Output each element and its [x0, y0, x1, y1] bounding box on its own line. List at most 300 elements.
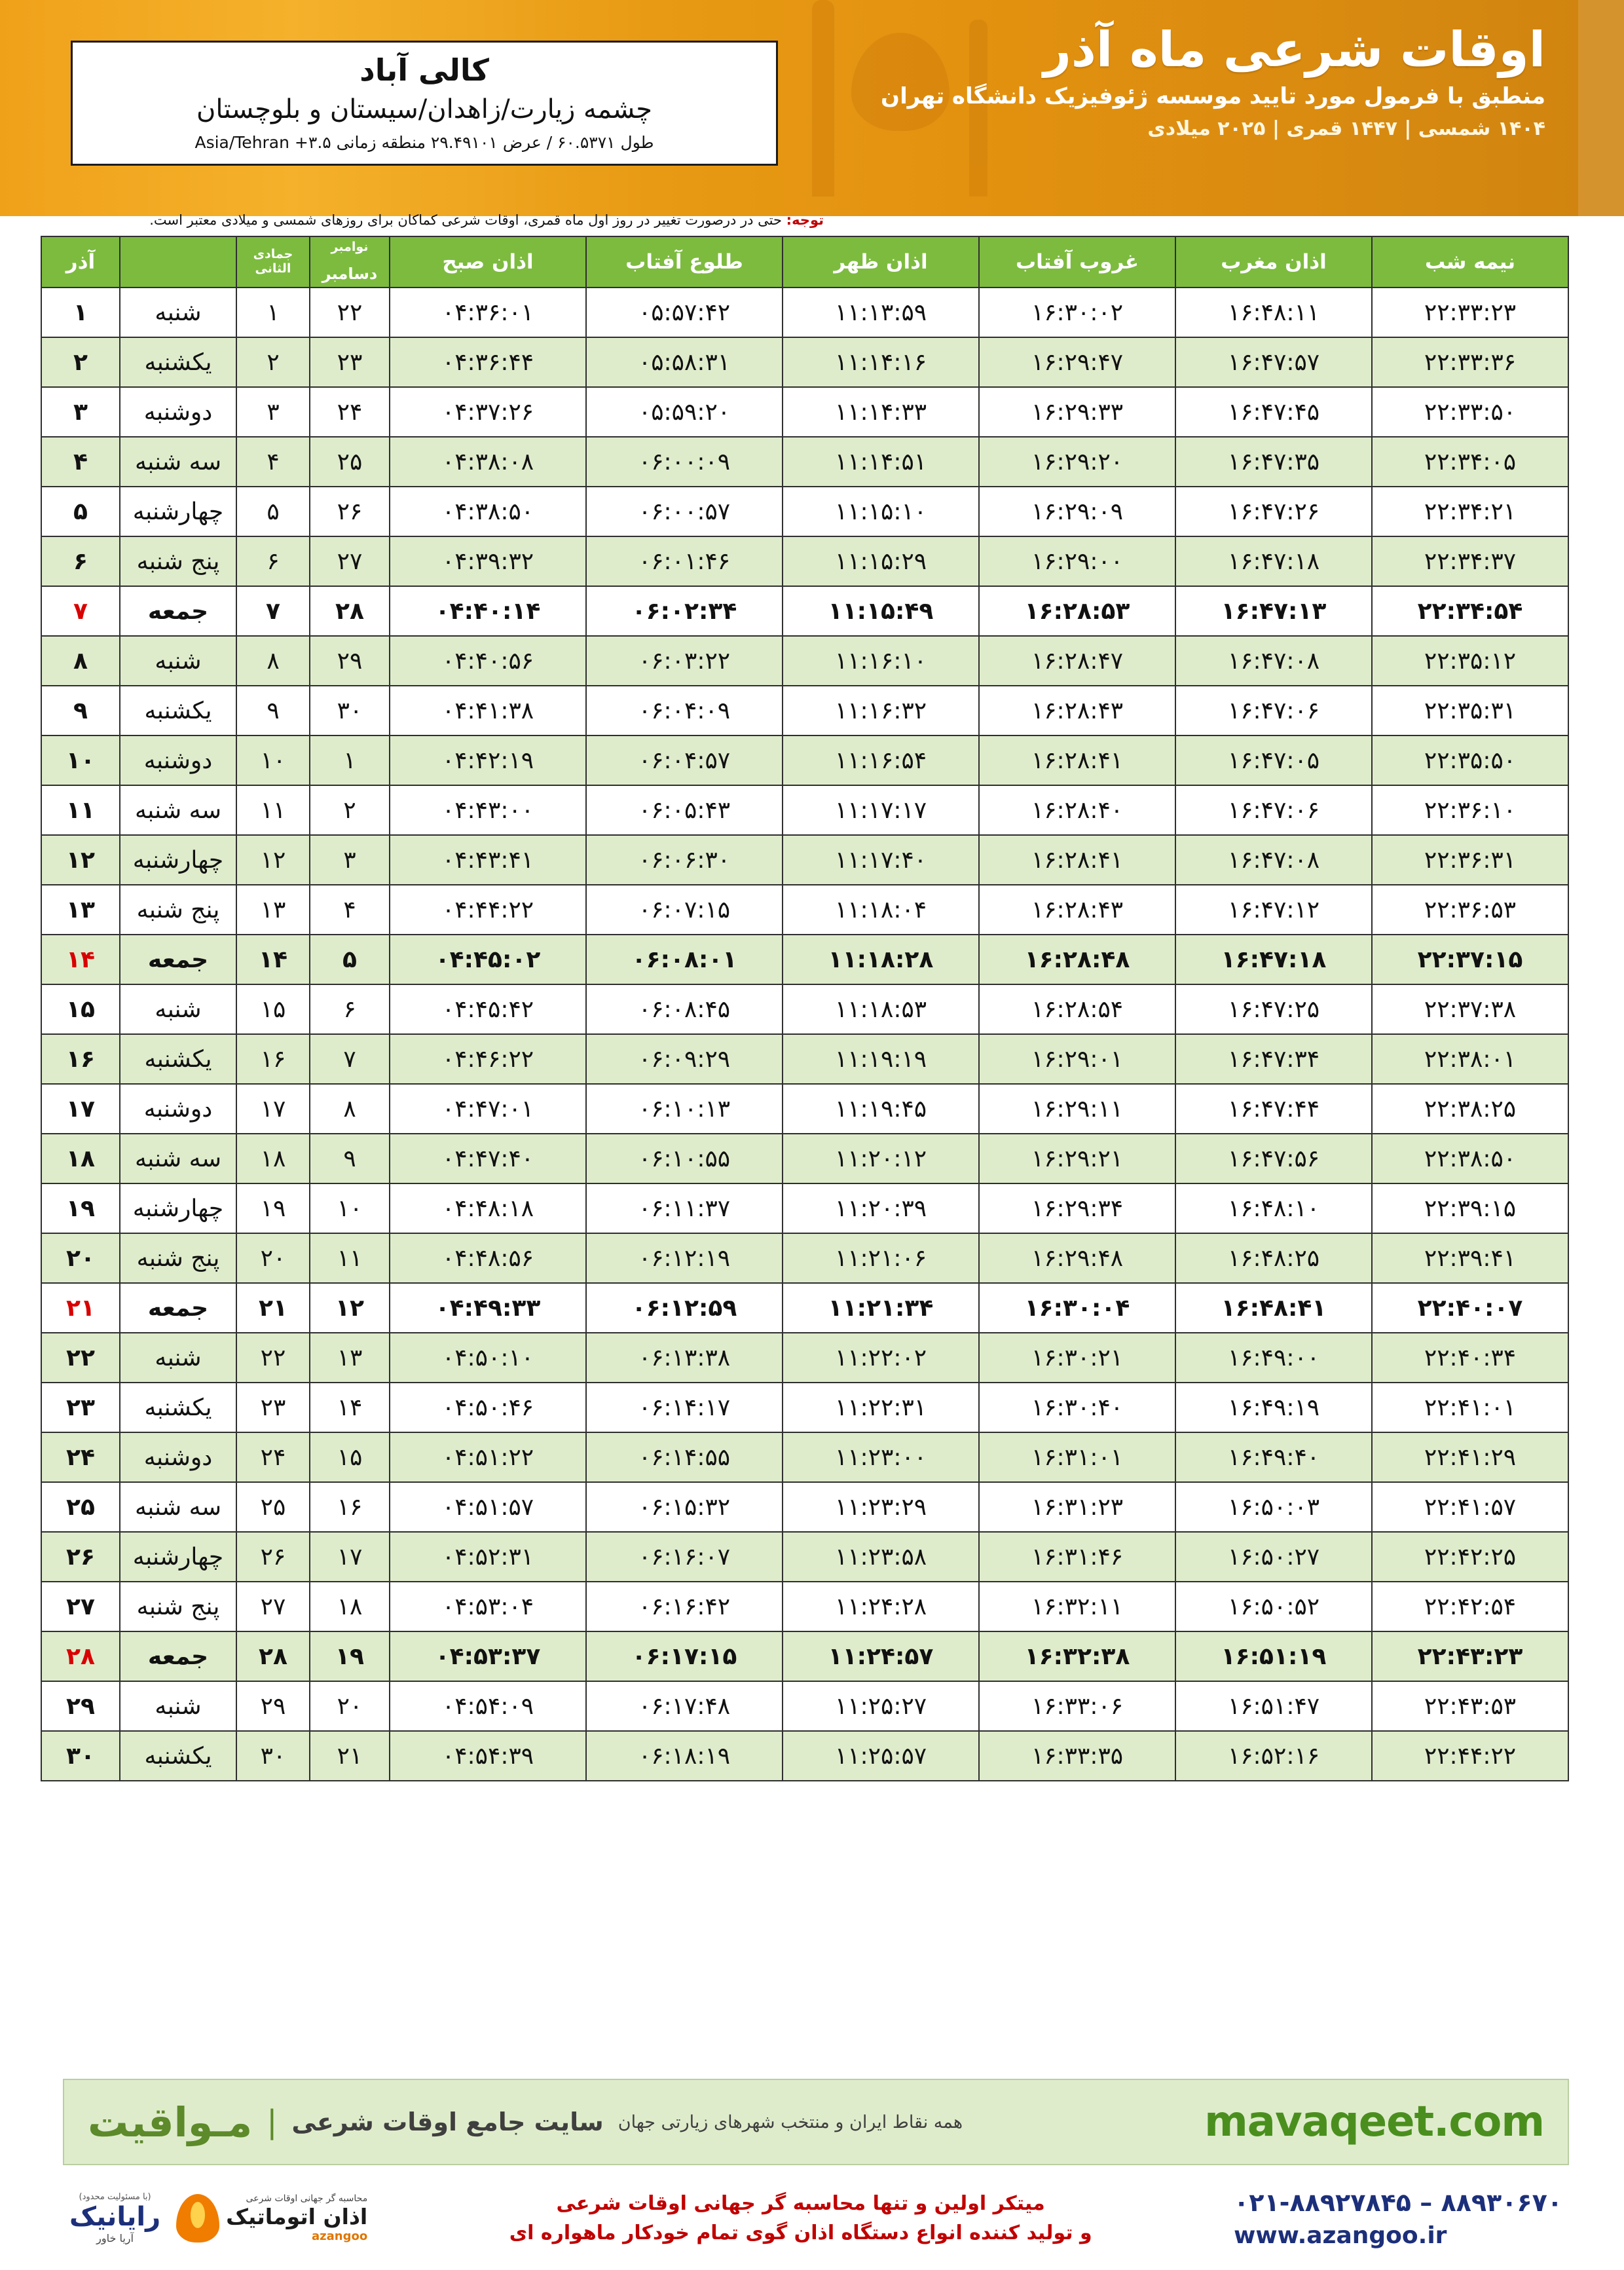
cell-nimeh-shab: ۲۲:۳۵:۵۰ — [1372, 735, 1568, 785]
azangoo-logo-note: محاسبه گر جهانی اوقات شرعی — [246, 2193, 368, 2204]
rayanik-logo-top: (با مسئولیت محدود) — [79, 2192, 151, 2202]
cell-gregorian-day: ۲۴ — [310, 387, 390, 437]
col-header-hijri — [236, 236, 310, 288]
cell-nimeh-shab: ۲۲:۳۳:۲۳ — [1372, 288, 1568, 337]
cell-day-name: سه شنبه — [120, 1482, 236, 1532]
cell-gregorian-day: ۱۶ — [310, 1482, 390, 1532]
cell-row-index: ۷ — [41, 586, 120, 636]
rayanik-logo — [69, 2192, 160, 2244]
cell-azan-zohr: ۱۱:۱۳:۵۹ — [783, 288, 979, 337]
cell-day-name: پنج شنبه — [120, 536, 236, 586]
cell-azan-maghreb: ۱۶:۴۷:۱۸ — [1175, 536, 1372, 586]
cell-day-name: شنبه — [120, 288, 236, 337]
cell-azan-sobh: ۰۴:۵۰:۱۰ — [390, 1333, 586, 1383]
cell-nimeh-shab: ۲۲:۳۴:۲۱ — [1372, 487, 1568, 536]
cell-hijri-day: ۲۴ — [236, 1432, 310, 1482]
cell-ghorub-aftab: ۱۶:۲۹:۱۱ — [979, 1084, 1175, 1134]
cell-nimeh-shab: ۲۲:۴۱:۵۷ — [1372, 1482, 1568, 1532]
cell-nimeh-shab: ۲۲:۳۸:۵۰ — [1372, 1134, 1568, 1183]
table-row — [41, 387, 1568, 437]
cell-azan-sobh: ۰۴:۵۴:۰۹ — [390, 1681, 586, 1731]
cell-day-name: سه شنبه — [120, 437, 236, 487]
cell-nimeh-shab: ۲۲:۳۳:۳۶ — [1372, 337, 1568, 387]
page-subtitle: منطبق با فرمول مورد تایید موسسه ژئوفیزیک دانشگاه تهران — [881, 83, 1545, 110]
cell-gregorian-day: ۲۲ — [310, 288, 390, 337]
cell-day-name: چهارشنبه — [120, 1183, 236, 1233]
table-row — [41, 935, 1568, 984]
cell-ghorub-aftab: ۱۶:۲۸:۴۱ — [979, 735, 1175, 785]
cell-hijri-day: ۲۵ — [236, 1482, 310, 1532]
cell-day-name: پنج شنبه — [120, 885, 236, 935]
cell-tolu-aftab: ۰۶:۰۶:۳۰ — [586, 835, 783, 885]
col-header-ghorub-aftab: غروب آفتاب — [979, 236, 1175, 288]
cell-azan-maghreb: ۱۶:۴۷:۰۸ — [1175, 636, 1372, 686]
location-box — [71, 41, 778, 166]
rayanik-logo-fa: رایانیک — [69, 2202, 161, 2232]
cell-hijri-day: ۴ — [236, 437, 310, 487]
cell-tolu-aftab: ۰۶:۱۳:۳۸ — [586, 1333, 783, 1383]
cell-azan-maghreb: ۱۶:۴۷:۵۷ — [1175, 337, 1372, 387]
cell-row-index: ۴ — [41, 437, 120, 487]
cell-azan-maghreb: ۱۶:۵۱:۱۹ — [1175, 1631, 1372, 1681]
cell-azan-sobh: ۰۴:۴۰:۱۴ — [390, 586, 586, 636]
cell-hijri-day: ۱۰ — [236, 735, 310, 785]
cell-hijri-day: ۲ — [236, 337, 310, 387]
cell-nimeh-shab: ۲۲:۴۰:۰۷ — [1372, 1283, 1568, 1333]
cell-azan-sobh: ۰۴:۴۱:۳۸ — [390, 686, 586, 735]
cell-tolu-aftab: ۰۶:۱۷:۱۵ — [586, 1631, 783, 1681]
cell-gregorian-day: ۱۵ — [310, 1432, 390, 1482]
cell-azan-sobh: ۰۴:۴۳:۴۱ — [390, 835, 586, 885]
cell-azan-zohr: ۱۱:۱۵:۴۹ — [783, 586, 979, 636]
cell-ghorub-aftab: ۱۶:۲۹:۰۰ — [979, 536, 1175, 586]
cell-nimeh-shab: ۲۲:۳۶:۳۱ — [1372, 835, 1568, 885]
cell-gregorian-day: ۶ — [310, 984, 390, 1034]
cell-azan-sobh: ۰۴:۴۷:۴۰ — [390, 1134, 586, 1183]
cell-hijri-day: ۲۱ — [236, 1283, 310, 1333]
cell-hijri-day: ۱۴ — [236, 935, 310, 984]
cell-hijri-day: ۲۶ — [236, 1532, 310, 1582]
cell-ghorub-aftab: ۱۶:۳۱:۲۳ — [979, 1482, 1175, 1532]
cell-azan-sobh: ۰۴:۴۳:۰۰ — [390, 785, 586, 835]
cell-ghorub-aftab: ۱۶:۲۸:۴۷ — [979, 636, 1175, 686]
cell-azan-sobh: ۰۴:۵۰:۴۶ — [390, 1383, 586, 1432]
cell-nimeh-shab: ۲۲:۳۶:۱۰ — [1372, 785, 1568, 835]
cell-row-index: ۱۶ — [41, 1034, 120, 1084]
cell-azan-maghreb: ۱۶:۴۹:۱۹ — [1175, 1383, 1372, 1432]
page-title: اوقات شرعی ماه آذر — [1043, 22, 1545, 78]
cell-gregorian-day: ۱۱ — [310, 1233, 390, 1283]
cell-tolu-aftab: ۰۶:۱۱:۳۷ — [586, 1183, 783, 1233]
cell-azan-sobh: ۰۴:۳۹:۳۲ — [390, 536, 586, 586]
cell-day-name: شنبه — [120, 984, 236, 1034]
azangoo-logo-en: azangoo — [312, 2229, 368, 2243]
col-header-nimeh-shab: نیمه شب — [1372, 236, 1568, 288]
col-header-tolu-aftab: طلوع آفتاب — [586, 236, 783, 288]
note-line — [71, 211, 824, 230]
cell-azan-maghreb: ۱۶:۴۷:۱۲ — [1175, 885, 1372, 935]
cell-ghorub-aftab: ۱۶:۲۹:۴۸ — [979, 1233, 1175, 1283]
footer-brand-group — [88, 2098, 968, 2146]
cell-nimeh-shab: ۲۲:۳۹:۱۵ — [1372, 1183, 1568, 1233]
cell-azan-sobh: ۰۴:۴۶:۲۲ — [390, 1034, 586, 1084]
table-row — [41, 1084, 1568, 1134]
cell-ghorub-aftab: ۱۶:۳۰:۰۲ — [979, 288, 1175, 337]
cell-hijri-day: ۱۲ — [236, 835, 310, 885]
table-row — [41, 288, 1568, 337]
cell-azan-maghreb: ۱۶:۴۷:۴۴ — [1175, 1084, 1372, 1134]
cell-nimeh-shab: ۲۲:۴۱:۲۹ — [1372, 1432, 1568, 1482]
cell-tolu-aftab: ۰۶:۱۵:۳۲ — [586, 1482, 783, 1532]
cell-nimeh-shab: ۲۲:۳۴:۳۷ — [1372, 536, 1568, 586]
cell-azan-sobh: ۰۴:۳۸:۵۰ — [390, 487, 586, 536]
cell-gregorian-day: ۳ — [310, 835, 390, 885]
cell-nimeh-shab: ۲۲:۴۲:۵۴ — [1372, 1582, 1568, 1631]
cell-tolu-aftab: ۰۶:۱۰:۱۳ — [586, 1084, 783, 1134]
cell-day-name: دوشنبه — [120, 735, 236, 785]
table-row — [41, 1532, 1568, 1582]
cell-azan-sobh: ۰۴:۵۱:۵۷ — [390, 1482, 586, 1532]
cell-row-index: ۲۳ — [41, 1383, 120, 1432]
cell-tolu-aftab: ۰۶:۱۷:۴۸ — [586, 1681, 783, 1731]
azangoo-logo-text — [226, 2193, 367, 2243]
location-coordinates: طول ۶۰.۵۳۷۱ / عرض ۲۹.۴۹۱۰۱ منطقه زمانی ۳.۵+ Asia/Tehran — [194, 132, 654, 152]
cell-row-index: ۸ — [41, 636, 120, 686]
cell-day-name: شنبه — [120, 1681, 236, 1731]
cell-hijri-day: ۱۸ — [236, 1134, 310, 1183]
table-row — [41, 1582, 1568, 1631]
cell-azan-zohr: ۱۱:۱۶:۵۴ — [783, 735, 979, 785]
cell-azan-sobh: ۰۴:۵۳:۰۴ — [390, 1582, 586, 1631]
cell-azan-maghreb: ۱۶:۴۸:۱۱ — [1175, 288, 1372, 337]
cell-gregorian-day: ۲۷ — [310, 536, 390, 586]
cell-day-name: جمعه — [120, 1631, 236, 1681]
cell-azan-sobh: ۰۴:۴۵:۴۲ — [390, 984, 586, 1034]
cell-azan-maghreb: ۱۶:۴۷:۲۵ — [1175, 984, 1372, 1034]
cell-gregorian-day: ۲۹ — [310, 636, 390, 686]
table-row — [41, 1482, 1568, 1532]
cell-nimeh-shab: ۲۲:۳۸:۲۵ — [1372, 1084, 1568, 1134]
cell-azan-zohr: ۱۱:۱۴:۱۶ — [783, 337, 979, 387]
col-header-month: آذر — [41, 236, 120, 288]
cell-hijri-day: ۱۶ — [236, 1034, 310, 1084]
cell-row-index: ۲۱ — [41, 1283, 120, 1333]
cell-nimeh-shab: ۲۲:۴۴:۲۲ — [1372, 1731, 1568, 1781]
cell-azan-zohr: ۱۱:۱۵:۱۰ — [783, 487, 979, 536]
cell-azan-zohr: ۱۱:۲۱:۳۴ — [783, 1283, 979, 1333]
cell-row-index: ۱ — [41, 288, 120, 337]
cell-row-index: ۲۹ — [41, 1681, 120, 1731]
cell-azan-sobh: ۰۴:۴۵:۰۲ — [390, 935, 586, 984]
cell-azan-maghreb: ۱۶:۴۹:۴۰ — [1175, 1432, 1372, 1482]
cell-azan-zohr: ۱۱:۱۴:۵۱ — [783, 437, 979, 487]
cell-azan-maghreb: ۱۶:۵۰:۲۷ — [1175, 1532, 1372, 1582]
cell-gregorian-day: ۲۸ — [310, 586, 390, 636]
cell-azan-maghreb: ۱۶:۴۹:۰۰ — [1175, 1333, 1372, 1383]
table-row — [41, 586, 1568, 636]
cell-row-index: ۲۲ — [41, 1333, 120, 1383]
cell-hijri-day: ۲۹ — [236, 1681, 310, 1731]
cell-day-name: شنبه — [120, 636, 236, 686]
table-row — [41, 735, 1568, 785]
cell-ghorub-aftab: ۱۶:۳۱:۰۱ — [979, 1432, 1175, 1482]
cell-row-index: ۹ — [41, 686, 120, 735]
cell-azan-maghreb: ۱۶:۴۷:۱۳ — [1175, 586, 1372, 636]
table-header-row — [41, 236, 1568, 288]
cell-tolu-aftab: ۰۶:۰۱:۴۶ — [586, 536, 783, 586]
cell-day-name: سه شنبه — [120, 1134, 236, 1183]
cell-tolu-aftab: ۰۶:۰۸:۴۵ — [586, 984, 783, 1034]
cell-nimeh-shab: ۲۲:۳۸:۰۱ — [1372, 1034, 1568, 1084]
cell-azan-maghreb: ۱۶:۴۷:۳۵ — [1175, 437, 1372, 487]
cell-day-name: یکشنبه — [120, 1383, 236, 1432]
table-row — [41, 1134, 1568, 1183]
calendar-dates: ۱۴۰۴ شمسی | ۱۴۴۷ قمری | ۲۰۲۵ میلادی — [1147, 117, 1545, 141]
header-text-group — [881, 22, 1545, 140]
cell-tolu-aftab: ۰۵:۵۷:۴۲ — [586, 288, 783, 337]
col-header-azan-maghreb: اذان مغرب — [1175, 236, 1372, 288]
cell-row-index: ۱۷ — [41, 1084, 120, 1134]
cell-ghorub-aftab: ۱۶:۲۹:۲۱ — [979, 1134, 1175, 1183]
cell-tolu-aftab: ۰۵:۵۸:۳۱ — [586, 337, 783, 387]
cell-tolu-aftab: ۰۶:۰۲:۳۴ — [586, 586, 783, 636]
cell-hijri-day: ۹ — [236, 686, 310, 735]
cell-azan-zohr: ۱۱:۱۷:۴۰ — [783, 835, 979, 885]
cell-tolu-aftab: ۰۶:۰۳:۲۲ — [586, 636, 783, 686]
cell-day-name: شنبه — [120, 1333, 236, 1383]
table-row — [41, 885, 1568, 935]
cell-azan-sobh: ۰۴:۵۱:۲۲ — [390, 1432, 586, 1482]
cell-day-name: یکشنبه — [120, 1731, 236, 1781]
cell-tolu-aftab: ۰۶:۱۴:۵۵ — [586, 1432, 783, 1482]
cell-hijri-day: ۲۰ — [236, 1233, 310, 1283]
cell-nimeh-shab: ۲۲:۴۳:۵۳ — [1372, 1681, 1568, 1731]
cell-day-name: پنج شنبه — [120, 1233, 236, 1283]
cell-azan-maghreb: ۱۶:۴۸:۲۵ — [1175, 1233, 1372, 1283]
table-row — [41, 984, 1568, 1034]
cell-azan-maghreb: ۱۶:۴۷:۱۸ — [1175, 935, 1372, 984]
footer-phone: ۰۲۱-۸۸۹۲۷۸۴۵ – ۸۸۹۳۰۶۷۰ — [1234, 2187, 1562, 2217]
cell-gregorian-day: ۱۸ — [310, 1582, 390, 1631]
cell-hijri-day: ۱۹ — [236, 1183, 310, 1233]
cell-row-index: ۲۴ — [41, 1432, 120, 1482]
cell-day-name: یکشنبه — [120, 1034, 236, 1084]
cell-gregorian-day: ۵ — [310, 935, 390, 984]
cell-tolu-aftab: ۰۶:۰۹:۲۹ — [586, 1034, 783, 1084]
cell-row-index: ۱۴ — [41, 935, 120, 984]
cell-gregorian-day: ۹ — [310, 1134, 390, 1183]
cell-gregorian-day: ۷ — [310, 1034, 390, 1084]
cell-gregorian-day: ۸ — [310, 1084, 390, 1134]
page-footer — [0, 2079, 1624, 2270]
cell-tolu-aftab: ۰۶:۱۶:۴۲ — [586, 1582, 783, 1631]
cell-row-index: ۱۲ — [41, 835, 120, 885]
table-row — [41, 1681, 1568, 1731]
table-row — [41, 1034, 1568, 1084]
flame-icon — [176, 2194, 219, 2242]
cell-row-index: ۲ — [41, 337, 120, 387]
cell-ghorub-aftab: ۱۶:۲۸:۴۳ — [979, 885, 1175, 935]
cell-row-index: ۲۵ — [41, 1482, 120, 1532]
cell-day-name: سه شنبه — [120, 785, 236, 835]
table-row — [41, 1233, 1568, 1283]
azangoo-logo-fa: اذان اتوماتیک — [226, 2204, 368, 2229]
cell-row-index: ۱۵ — [41, 984, 120, 1034]
cell-ghorub-aftab: ۱۶:۲۸:۴۰ — [979, 785, 1175, 835]
cell-azan-maghreb: ۱۶:۴۸:۱۰ — [1175, 1183, 1372, 1233]
table-row — [41, 1283, 1568, 1333]
cell-ghorub-aftab: ۱۶:۲۸:۵۴ — [979, 984, 1175, 1034]
cell-ghorub-aftab: ۱۶:۳۳:۳۵ — [979, 1731, 1175, 1781]
cell-hijri-day: ۱ — [236, 288, 310, 337]
footer-info-bar — [63, 2170, 1569, 2266]
col-header-hijri-month: جمادی الثانی — [253, 247, 293, 276]
cell-azan-maghreb: ۱۶:۵۲:۱۶ — [1175, 1731, 1372, 1781]
cell-nimeh-shab: ۲۲:۳۷:۱۵ — [1372, 935, 1568, 984]
cell-ghorub-aftab: ۱۶:۲۹:۳۴ — [979, 1183, 1175, 1233]
cell-hijri-day: ۵ — [236, 487, 310, 536]
cell-azan-zohr: ۱۱:۲۳:۲۹ — [783, 1482, 979, 1532]
table-row — [41, 487, 1568, 536]
cell-day-name: پنج شنبه — [120, 1582, 236, 1631]
cell-tolu-aftab: ۰۶:۰۵:۴۳ — [586, 785, 783, 835]
cell-hijri-day: ۳۰ — [236, 1731, 310, 1781]
cell-row-index: ۵ — [41, 487, 120, 536]
cell-azan-zohr: ۱۱:۱۸:۲۸ — [783, 935, 979, 984]
cell-gregorian-day: ۱۲ — [310, 1283, 390, 1333]
cell-azan-maghreb: ۱۶:۴۷:۳۴ — [1175, 1034, 1372, 1084]
cell-nimeh-shab: ۲۲:۳۷:۳۸ — [1372, 984, 1568, 1034]
cell-ghorub-aftab: ۱۶:۳۲:۳۸ — [979, 1631, 1175, 1681]
note-label: توجه: — [786, 212, 824, 228]
cell-row-index: ۱۰ — [41, 735, 120, 785]
cell-hijri-day: ۷ — [236, 586, 310, 636]
cell-azan-zohr: ۱۱:۲۰:۱۲ — [783, 1134, 979, 1183]
cell-day-name: یکشنبه — [120, 686, 236, 735]
cell-azan-maghreb: ۱۶:۵۱:۴۷ — [1175, 1681, 1372, 1731]
cell-hijri-day: ۲۸ — [236, 1631, 310, 1681]
table-row — [41, 337, 1568, 387]
cell-azan-sobh: ۰۴:۳۸:۰۸ — [390, 437, 586, 487]
rayanik-logo-sub: آریا خاور — [96, 2232, 134, 2244]
footer-website[interactable]: www.azangoo.ir — [1234, 2222, 1447, 2249]
cell-row-index: ۲۶ — [41, 1532, 120, 1582]
cell-gregorian-day: ۳۰ — [310, 686, 390, 735]
prayer-table-wrapper — [63, 236, 1569, 1781]
table-row — [41, 1383, 1568, 1432]
cell-azan-zohr: ۱۱:۲۰:۳۹ — [783, 1183, 979, 1233]
cell-azan-zohr: ۱۱:۲۱:۰۶ — [783, 1233, 979, 1283]
cell-day-name: دوشنبه — [120, 1432, 236, 1482]
cell-ghorub-aftab: ۱۶:۳۲:۱۱ — [979, 1582, 1175, 1631]
cell-day-name: جمعه — [120, 586, 236, 636]
cell-azan-maghreb: ۱۶:۴۷:۲۶ — [1175, 487, 1372, 536]
cell-day-name: چهارشنبه — [120, 835, 236, 885]
cell-azan-sobh: ۰۴:۵۴:۳۹ — [390, 1731, 586, 1781]
cell-azan-zohr: ۱۱:۲۵:۵۷ — [783, 1731, 979, 1781]
table-row — [41, 686, 1568, 735]
footer-brand-name: مـواقیت — [88, 2098, 253, 2146]
cell-azan-sobh: ۰۴:۳۶:۴۴ — [390, 337, 586, 387]
cell-row-index: ۲۰ — [41, 1233, 120, 1283]
cell-ghorub-aftab: ۱۶:۳۳:۰۶ — [979, 1681, 1175, 1731]
table-row — [41, 536, 1568, 586]
cell-azan-sobh: ۰۴:۴۴:۲۲ — [390, 885, 586, 935]
azangoo-logo — [176, 2193, 367, 2243]
cell-gregorian-day: ۲۶ — [310, 487, 390, 536]
cell-gregorian-day: ۱۰ — [310, 1183, 390, 1233]
cell-ghorub-aftab: ۱۶:۲۹:۴۷ — [979, 337, 1175, 387]
table-row — [41, 1631, 1568, 1681]
cell-gregorian-day: ۱۳ — [310, 1333, 390, 1383]
cell-nimeh-shab: ۲۲:۴۳:۲۳ — [1372, 1631, 1568, 1681]
cell-hijri-day: ۱۷ — [236, 1084, 310, 1134]
table-row — [41, 636, 1568, 686]
cell-gregorian-day: ۲ — [310, 785, 390, 835]
cell-azan-maghreb: ۱۶:۴۸:۴۱ — [1175, 1283, 1372, 1333]
cell-tolu-aftab: ۰۶:۱۲:۱۹ — [586, 1233, 783, 1283]
table-row — [41, 1731, 1568, 1781]
cell-ghorub-aftab: ۱۶:۳۰:۰۴ — [979, 1283, 1175, 1333]
cell-row-index: ۳ — [41, 387, 120, 437]
cell-gregorian-day: ۱۴ — [310, 1383, 390, 1432]
cell-hijri-day: ۲۷ — [236, 1582, 310, 1631]
cell-ghorub-aftab: ۱۶:۳۰:۴۰ — [979, 1383, 1175, 1432]
cell-azan-zohr: ۱۱:۱۶:۱۰ — [783, 636, 979, 686]
footer-slogan-line1: میتکر اولین و تنها محاسبه گر جهانی اوقات شرعی — [556, 2192, 1045, 2215]
cell-hijri-day: ۱۳ — [236, 885, 310, 935]
cell-tolu-aftab: ۰۶:۰۰:۰۹ — [586, 437, 783, 487]
cell-azan-sobh: ۰۴:۴۲:۱۹ — [390, 735, 586, 785]
cell-azan-maghreb: ۱۶:۴۷:۰۶ — [1175, 785, 1372, 835]
cell-azan-zohr: ۱۱:۲۵:۲۷ — [783, 1681, 979, 1731]
prayer-times-table — [41, 236, 1569, 1781]
table-row — [41, 437, 1568, 487]
cell-ghorub-aftab: ۱۶:۳۰:۲۱ — [979, 1333, 1175, 1383]
cell-hijri-day: ۲۳ — [236, 1383, 310, 1432]
cell-azan-zohr: ۱۱:۱۹:۴۵ — [783, 1084, 979, 1134]
cell-ghorub-aftab: ۱۶:۲۸:۴۳ — [979, 686, 1175, 735]
cell-nimeh-shab: ۲۲:۳۴:۵۴ — [1372, 586, 1568, 636]
cell-nimeh-shab: ۲۲:۴۲:۲۵ — [1372, 1532, 1568, 1582]
cell-tolu-aftab: ۰۶:۰۰:۵۷ — [586, 487, 783, 536]
cell-nimeh-shab: ۲۲:۳۴:۰۵ — [1372, 437, 1568, 487]
footer-domain[interactable]: mavaqeet.com — [1204, 2098, 1544, 2146]
col-header-gregorian — [310, 236, 390, 288]
cell-hijri-day: ۲۲ — [236, 1333, 310, 1383]
cell-hijri-day: ۱۵ — [236, 984, 310, 1034]
cell-ghorub-aftab: ۱۶:۳۱:۴۶ — [979, 1532, 1175, 1582]
cell-row-index: ۶ — [41, 536, 120, 586]
cell-row-index: ۱۱ — [41, 785, 120, 835]
cell-azan-sobh: ۰۴:۴۰:۵۶ — [390, 636, 586, 686]
cell-azan-maghreb: ۱۶:۵۰:۰۳ — [1175, 1482, 1372, 1532]
col-header-gregorian-dec: دسامبر — [322, 265, 378, 284]
cell-azan-sobh: ۰۴:۳۶:۰۱ — [390, 288, 586, 337]
cell-azan-zohr: ۱۱:۱۸:۵۳ — [783, 984, 979, 1034]
cell-azan-zohr: ۱۱:۲۴:۲۸ — [783, 1582, 979, 1631]
cell-azan-sobh: ۰۴:۴۷:۰۱ — [390, 1084, 586, 1134]
cell-azan-sobh: ۰۴:۳۷:۲۶ — [390, 387, 586, 437]
cell-ghorub-aftab: ۱۶:۲۹:۰۱ — [979, 1034, 1175, 1084]
col-header-azan-zohr: اذان ظهر — [783, 236, 979, 288]
cell-azan-sobh: ۰۴:۵۲:۳۱ — [390, 1532, 586, 1582]
location-city: کالی آباد — [360, 52, 489, 88]
cell-tolu-aftab: ۰۶:۰۸:۰۱ — [586, 935, 783, 984]
cell-hijri-day: ۳ — [236, 387, 310, 437]
cell-nimeh-shab: ۲۲:۴۱:۰۱ — [1372, 1383, 1568, 1432]
cell-day-name: یکشنبه — [120, 337, 236, 387]
